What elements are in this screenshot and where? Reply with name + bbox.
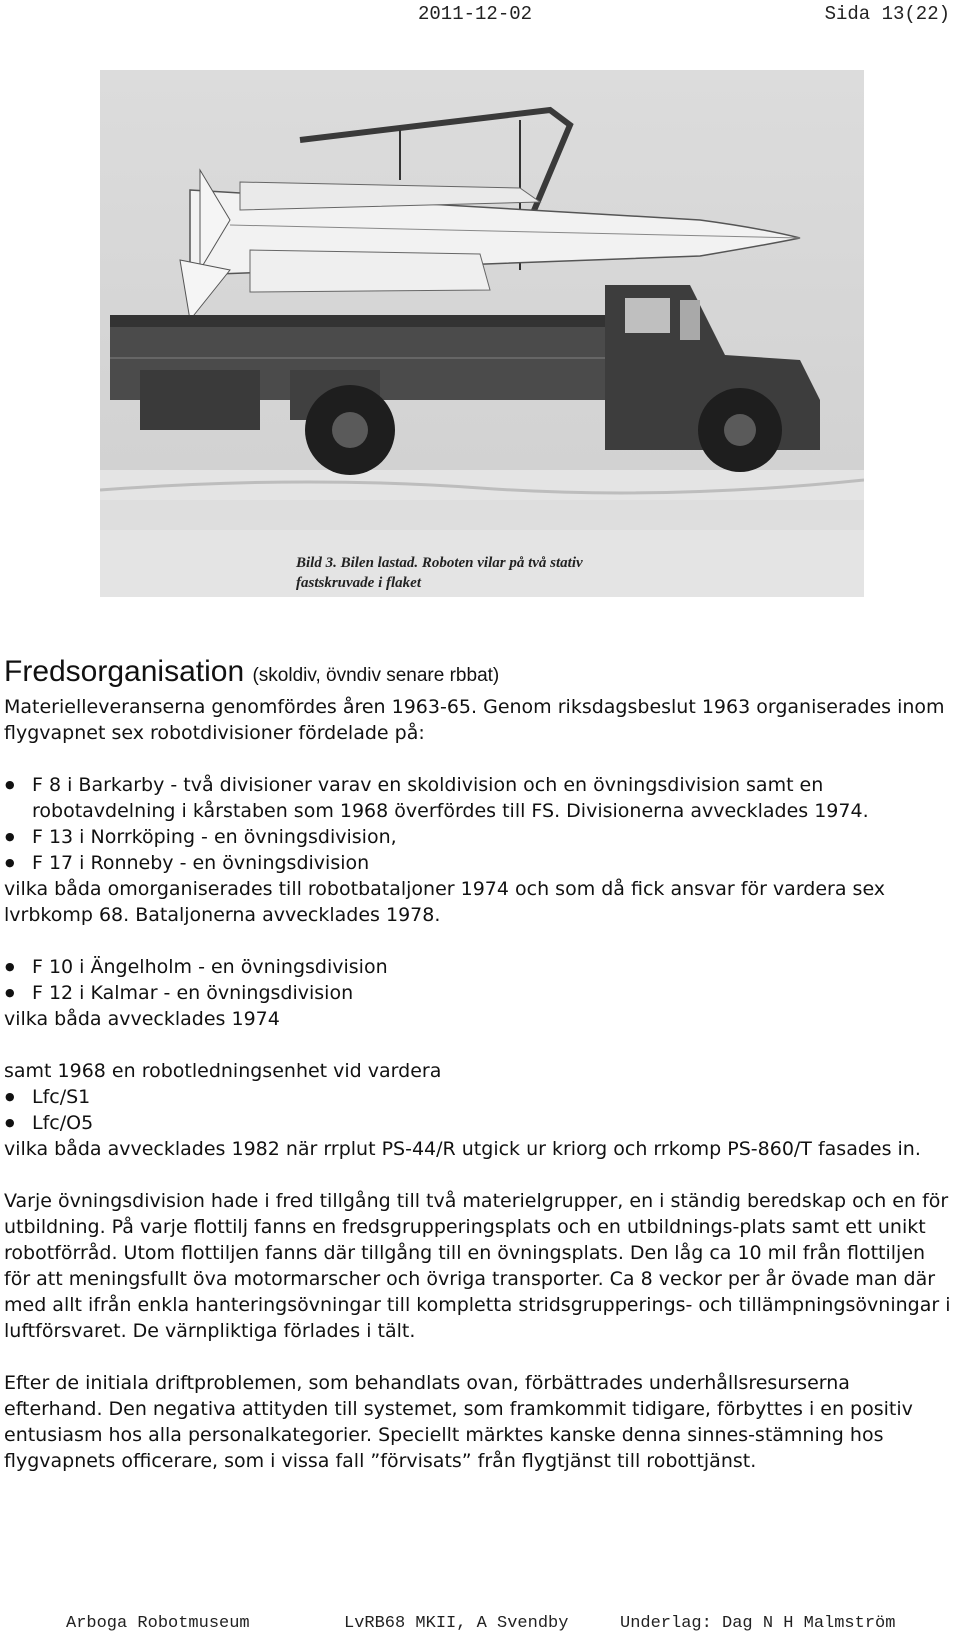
division-list-2 — [4, 954, 954, 1006]
header-date: 2011-12-02 — [418, 3, 533, 25]
header-page-number: Sida 13(22) — [824, 3, 950, 25]
robot-control-intro: samt 1968 en robotledningsenhet vid vardera — [4, 1060, 442, 1082]
list-item: ● F 10 i Ängelholm - en övningsdivision — [4, 954, 954, 980]
document-body — [4, 654, 954, 1474]
list-item: ● F 8 i Barkarby - två divisioner varav en skoldivision och en övningsdivision samt en robotavdelning i kårstaben som 1968 överfördes till FS. Divisionerna avvecklades 1974. — [4, 772, 954, 824]
list-item: ● Lfc/O5 — [4, 1110, 954, 1136]
list-item: ● F 13 i Norrköping - en övningsdivision, — [4, 824, 954, 850]
photo-caption — [296, 553, 583, 593]
list-item: ● Lfc/S1 — [4, 1084, 954, 1110]
section-title: Fredsorganisation — [4, 655, 245, 688]
after-list-3-text: vilka båda avvecklades 1982 när rrplut PS-44/R utgick ur kriorg och rrkomp PS-860/T fasades in. — [4, 1138, 921, 1160]
body-paragraph-2: Efter de initiala driftproblemen, som behandlats ovan, förbättrades underhållsresurserna efterhand. Den negativa attityden till systemet, som framkommit tidigare, förbyttes i en positiv entusiasm hos alla personalkategorier. Speciellt märktes kanske denna sinnes-stämning hos flygvapnets officerare, som i vissa fall ”förvisats” från flygtjänst till robottjänst. — [4, 1372, 913, 1472]
footer-document: LvRB68 MKII, A Svendby — [344, 1614, 569, 1633]
division-list-1 — [4, 772, 954, 876]
caption-line-1: Bild 3. Bilen lastad. Roboten vilar på två stativ — [296, 555, 583, 571]
list-item: ● F 17 i Ronneby - en övningsdivision — [4, 850, 954, 876]
section-subtitle: (skoldiv, övndiv senare rbbat) — [252, 665, 500, 686]
missile-truck-photo — [100, 70, 864, 597]
after-list-2-text: vilka båda avvecklades 1974 — [4, 1008, 280, 1030]
section-heading — [4, 654, 954, 694]
after-list-1-text: vilka båda omorganiserades till robotbataljoner 1974 och som då fick ansvar för vardera sex lvrbkomp 68. Bataljonerna avvecklades 1978. — [4, 878, 886, 926]
footer-museum: Arboga Robotmuseum — [66, 1614, 250, 1633]
list-item: ● F 12 i Kalmar - en övningsdivision — [4, 980, 954, 1006]
caption-line-2: fastskruvade i flaket — [296, 575, 421, 591]
division-list-3 — [4, 1084, 954, 1136]
intro-paragraph: Materielleveranserna genomfördes åren 1963-65. Genom riksdagsbeslut 1963 organiserades inom flygvapnet sex robotdivisioner fördelade på: — [4, 696, 945, 744]
body-paragraph-1: Varje övningsdivision hade i fred tillgång till två materielgrupper, en i ständig beredskap och en för utbildning. På varje flottilj fanns en fredsgrupperingsplats och en utbildnings-plats samt ett unikt robotförråd. Utom flottiljen fanns där tillgång till en övningsplats. Den låg ca 10 mil från flottiljen för att meningsfullt öva motormarscher och övriga transporter. Ca 8 veckor per år övade man där med allt ifrån enkla hanteringsövningar till kompletta stridsgrupperings- och tillämpningsövningar i luftförsvaret. De värnpliktiga förlades i tält. — [4, 1190, 951, 1342]
footer-source: Underlag: Dag N H Malmström — [620, 1614, 896, 1633]
